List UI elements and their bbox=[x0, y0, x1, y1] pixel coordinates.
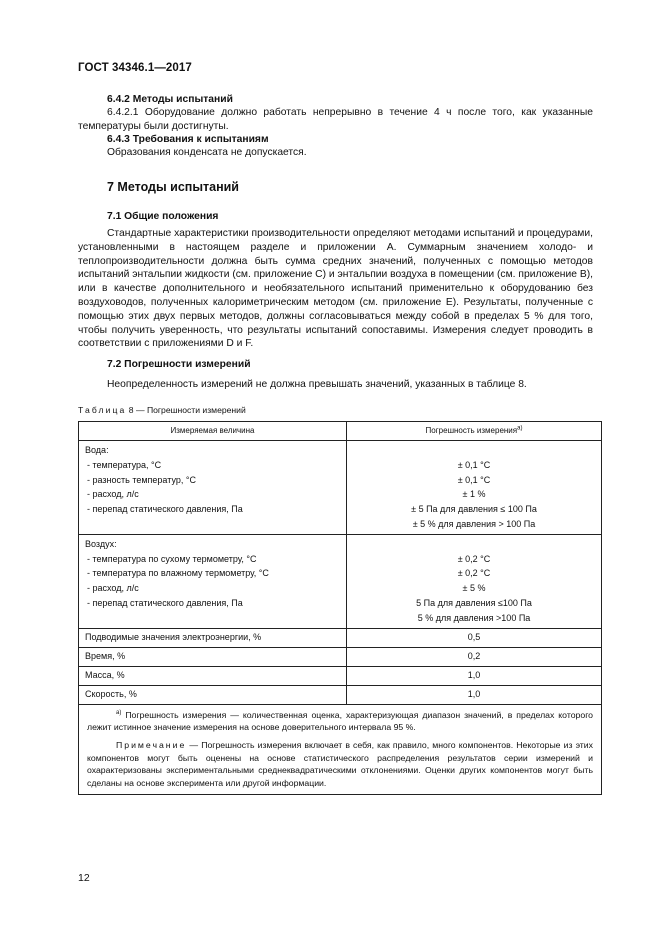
water-group-title: Вода: bbox=[85, 445, 109, 455]
footnote-mark: а) bbox=[116, 709, 122, 716]
section-7-2-text: Неопределенность измерений не должна превышать значений, указанных в таблице 8. bbox=[107, 379, 527, 390]
section-7-2-heading: 7.2 Погрешности измерений bbox=[107, 359, 251, 370]
row-value: 1,0 bbox=[347, 685, 602, 704]
water-value: ± 5 Па для давления ≤ 100 Па bbox=[411, 504, 537, 515]
table-row-air bbox=[79, 534, 602, 628]
air-value: 5 Па для давления ≤100 Па bbox=[416, 597, 532, 608]
note-word: Примечание bbox=[116, 740, 187, 751]
air-item: - температура по влажному термометру, °С bbox=[87, 568, 269, 579]
table-footnote bbox=[87, 709, 593, 734]
air-group-title: Воздух: bbox=[85, 538, 117, 549]
column-header-uncertainty bbox=[347, 422, 602, 441]
table-row bbox=[79, 628, 602, 647]
note-text: — Погрешность измерения включает в себя, как правило, много компонентов. Некоторые из этих компонентов могут быть оценены на основе статистического распределения результатов серии измерений и охарактеризованы экспериментальными среднеквадратическими отклонениями. Оценки других компонентов могут быть сделаны на основе эксперимента или другой информации. bbox=[87, 740, 593, 788]
table-note bbox=[87, 739, 593, 789]
air-value: ± 5 % bbox=[462, 583, 486, 594]
air-parameters-cell bbox=[79, 534, 347, 628]
air-item: - перепад статического давления, Па bbox=[87, 597, 243, 608]
table-notes-cell bbox=[79, 704, 602, 794]
row-value: 1,0 bbox=[347, 666, 602, 685]
table-row-water bbox=[79, 441, 602, 535]
air-value: 5 % для давления >100 Па bbox=[417, 612, 531, 623]
row-quantity: Масса, % bbox=[79, 666, 347, 685]
table-row bbox=[79, 685, 602, 704]
air-value: ± 0,2 °С bbox=[457, 553, 491, 564]
table-header-row bbox=[79, 422, 602, 441]
section-7-1-text: Стандартные характеристики производительности определяют методами испытаний и процедурами, установленными в настоящем разделе и приложении А. Суммарным значением холодо- и теплопроизводительности должна быть сумма средних значений, полученных с помощью методов испытаний энтальпии жидкости (см. приложение С) и энтальпии воздуха в помещении (см. приложение В), или в качестве дополнительного и необязательного испытаний применительно к оборудованию без воздуховодов, полученных калориметрическим методом (см. приложение Е). Результаты, полученные с помощью этих двух первых методов, должны согласовываться между собой в пределах 5 % для того, чтобы получить уверенность, что результаты испытаний сопоставимы. Измерения следует проводить в соответствии с приложениями D и F. bbox=[78, 228, 593, 350]
water-item: - разность температур, °С bbox=[87, 474, 196, 485]
water-value: ± 1 % bbox=[462, 489, 486, 500]
water-item: - перепад статического давления, Па bbox=[87, 504, 243, 515]
water-item: - температура, °С bbox=[87, 459, 162, 470]
air-values-cell bbox=[347, 534, 602, 628]
section-6-4-3-heading: 6.4.3 Требования к испытаниям bbox=[107, 134, 269, 145]
table-row bbox=[79, 666, 602, 685]
section-6-4-2-1-text: 6.4.2.1 Оборудование должно работать непрерывно в течение 4 ч после того, как указанные температуры были достигнуты. bbox=[78, 107, 593, 132]
water-value: ± 0,1 °С bbox=[457, 459, 491, 470]
footnote-ref-a: а) bbox=[517, 424, 523, 431]
table-caption bbox=[78, 405, 246, 415]
column-header-quantity: Измеряемая величина bbox=[79, 422, 347, 441]
table-caption-title: 8 — Погрешности измерений bbox=[128, 405, 246, 415]
table-row bbox=[79, 647, 602, 666]
measurement-uncertainty-table bbox=[78, 421, 602, 795]
table-caption-word: Таблица bbox=[78, 405, 127, 415]
air-item: - температура по сухому термометру, °С bbox=[87, 553, 257, 564]
row-value: 0,5 bbox=[347, 628, 602, 647]
row-quantity: Скорость, % bbox=[79, 685, 347, 704]
water-item: - расход, л/с bbox=[87, 489, 139, 500]
row-quantity: Подводимые значения электроэнергии, % bbox=[79, 628, 347, 647]
water-values-cell bbox=[347, 441, 602, 535]
section-6-4-2-heading: 6.4.2 Методы испытаний bbox=[107, 94, 233, 105]
air-value: ± 0,2 °С bbox=[457, 568, 491, 579]
table-notes-row bbox=[79, 704, 602, 794]
document-code-header: ГОСТ 34346.1—2017 bbox=[78, 62, 192, 74]
page-number: 12 bbox=[78, 872, 90, 884]
row-value: 0,2 bbox=[347, 647, 602, 666]
water-parameters-cell bbox=[79, 441, 347, 535]
row-quantity: Время, % bbox=[79, 647, 347, 666]
footnote-text: Погрешность измерения — количественная оценка, характеризующая диапазон значений, в пределах которого лежит истинное значение измерения на основе доверительного интервала 95 %. bbox=[87, 709, 593, 732]
water-value: ± 0,1 °С bbox=[457, 474, 491, 485]
section-7-heading: 7 Методы испытаний bbox=[107, 180, 239, 194]
section-6-4-3-text: Образования конденсата не допускается. bbox=[107, 147, 307, 158]
column-header-uncertainty-label: Погрешность измерения bbox=[425, 425, 518, 435]
section-7-1-heading: 7.1 Общие положения bbox=[107, 211, 219, 222]
water-value: ± 5 % для давления > 100 Па bbox=[412, 518, 536, 529]
air-item: - расход, л/с bbox=[87, 583, 139, 594]
